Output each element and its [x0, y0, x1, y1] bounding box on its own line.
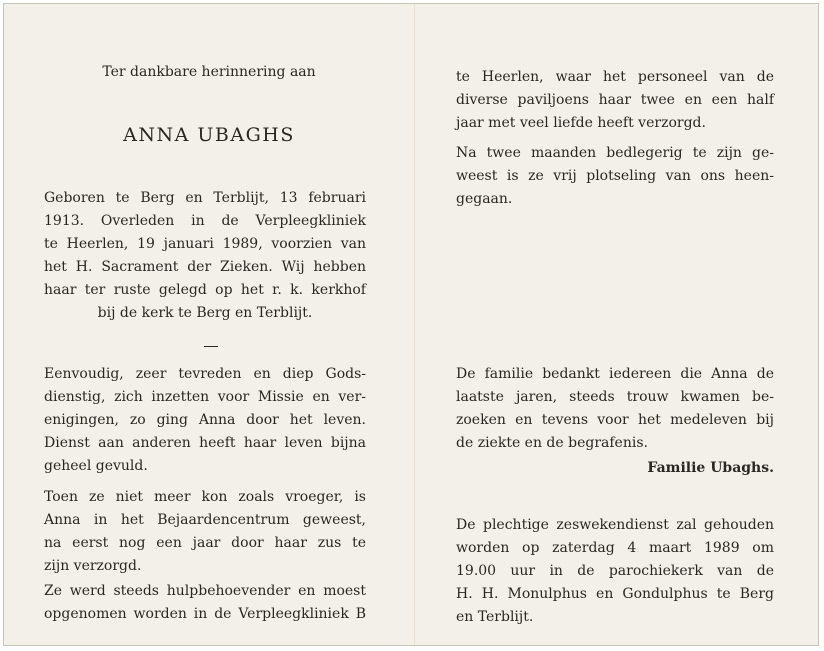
- service-paragraph: [456, 514, 774, 606]
- card-fold: [414, 4, 415, 645]
- nursing-paragraph-end: [456, 112, 706, 135]
- nursing-paragraph: [456, 66, 774, 112]
- text-line: worden op zaterdag 4 maart 1989 om: [456, 540, 774, 556]
- care-paragraph: [44, 486, 366, 555]
- text-line: bij de kerk te Berg en Terblijt.: [97, 305, 313, 321]
- text-line: H. H. Monulphus en Gondulphus te Berg: [456, 586, 774, 602]
- text-line: zoeken en tevens voor het medeleven bij: [456, 412, 774, 428]
- text-line: 1913. Overleden in de Verpleegkliniek: [44, 213, 366, 229]
- text-line: laatste jaren, steeds trouw kwamen be-: [456, 389, 774, 405]
- text-line: De plechtige zeswekendienst zal gehouden: [456, 517, 774, 533]
- text-line: te Heerlen, 19 januari 1989, voorzien van: [44, 236, 366, 252]
- passing-paragraph-end: [456, 188, 512, 211]
- text-line: dienstig, zich inzetten voor Missie en ver-: [44, 389, 366, 405]
- text-line: De familie bedankt iedereen die Anna de: [456, 366, 774, 382]
- text-line: de ziekte en de begrafenis.: [456, 435, 648, 451]
- burial-line: [44, 302, 366, 325]
- character-paragraph: [44, 363, 366, 455]
- text-line: Geboren te Berg en Terblijt, 13 februari: [44, 190, 366, 206]
- text-line: Dienst aan anderen heeft haar leven bijna: [44, 435, 366, 451]
- family-signature: Familie Ubaghs.: [647, 460, 774, 476]
- character-paragraph-end: [44, 455, 148, 478]
- text-line: gegaan.: [456, 191, 513, 207]
- text-line: jaar met veel liefde heeft verzorgd.: [456, 115, 706, 131]
- text-line: het H. Sacrament der Zieken. Wij hebben: [44, 259, 366, 275]
- text-line: zijn verzorgd.: [44, 558, 142, 574]
- birth-death-paragraph: [44, 187, 366, 302]
- text-line: opgenomen worden in de Verpleegkliniek B: [44, 606, 366, 622]
- intro-line: Ter dankbare herinnering aan: [102, 64, 316, 80]
- text-line: 19.00 uur in de parochiekerk van de: [456, 563, 774, 579]
- text-line: geheel gevuld.: [44, 458, 148, 474]
- thanks-paragraph: [456, 363, 774, 432]
- memorial-card: [3, 3, 819, 646]
- text-line: diverse paviljoens haar twee en een half: [456, 92, 774, 108]
- text-line: Na twee maanden bedlegerig te zijn ge-: [456, 145, 774, 161]
- text-line: Anna in het Bejaardencentrum geweest,: [44, 512, 366, 528]
- text-line: Eenvoudig, zeer tevreden en diep Gods-: [44, 366, 366, 382]
- text-line: te Heerlen, waar het personeel van de: [456, 69, 774, 85]
- hospital-paragraph: [44, 580, 366, 626]
- text-line: na eerst nog een jaar door haar zus te: [44, 535, 366, 551]
- thanks-paragraph-end: [456, 432, 648, 455]
- text-line: weest is ze vrij plotseling van ons heen-: [456, 168, 774, 184]
- passing-paragraph: [456, 142, 774, 188]
- service-paragraph-end: [456, 606, 533, 629]
- text-line: Ze werd steeds hulpbehoevender en moest: [44, 583, 366, 599]
- deceased-name: ANNA UBAGHS: [123, 124, 295, 146]
- text-line: en Terblijt.: [456, 609, 534, 625]
- text-line: Toen ze niet meer kon zoals vroeger, is: [44, 489, 366, 505]
- separator-dash: [204, 346, 218, 347]
- text-line: haar ter ruste gelegd op het r. k. kerkhof: [44, 282, 366, 298]
- text-line: enigingen, zo ging Anna door het leven.: [44, 412, 366, 428]
- care-paragraph-end: [44, 555, 141, 578]
